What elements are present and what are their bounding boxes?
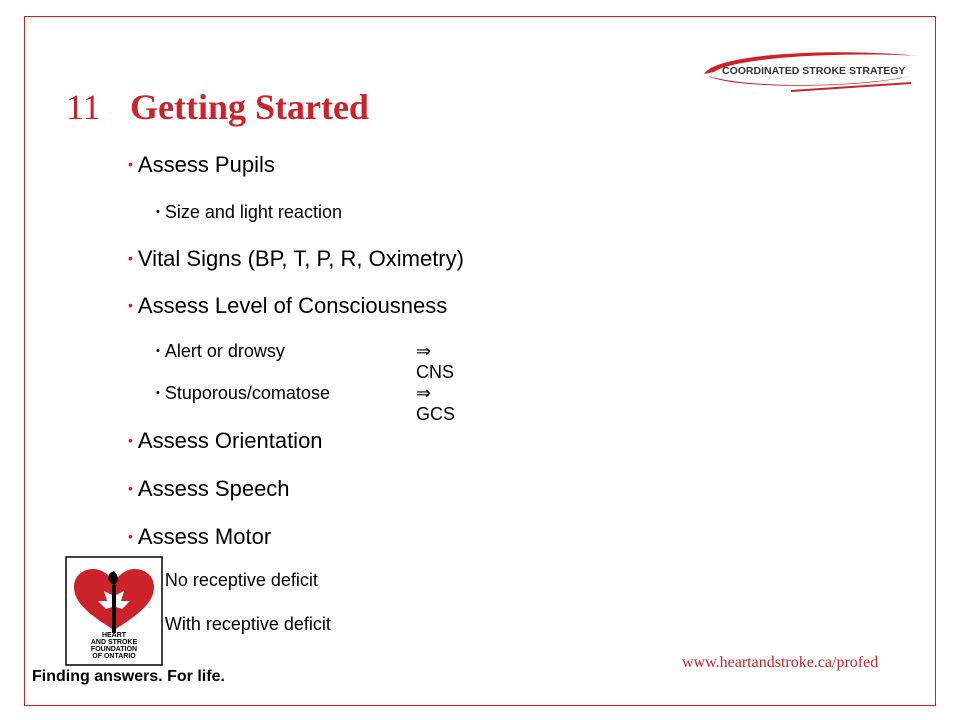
bullet-no-receptive-deficit: No receptive deficit <box>156 570 318 591</box>
bullet-assess-pupils: • Assess Pupils <box>128 152 275 177</box>
logo-line-2: AND STROKE <box>90 639 138 646</box>
bullet-icon: • <box>128 297 133 313</box>
footer-url[interactable]: www.heartandstroke.ca/profed <box>682 654 879 671</box>
page-title: Getting Started <box>130 87 369 127</box>
logo-line-3: FOUNDATION <box>90 646 138 653</box>
bullet-icon: • <box>156 345 160 357</box>
logo-top-text: COORDINATED STROKE STRATEGY <box>722 65 906 77</box>
bullet-icon: • <box>156 387 160 399</box>
coordinated-stroke-strategy-logo <box>696 46 926 96</box>
bullet-assess-motor: • Assess Motor <box>128 524 272 549</box>
logo-line-4: OF ONTARIO <box>92 653 136 660</box>
arrow-gcs: ⇒ GCS <box>416 383 456 424</box>
bullet-icon: • <box>128 528 133 544</box>
bullet-stuporous-comatose: • Stuporous/comatose <box>156 383 330 403</box>
bullet-icon: • <box>128 156 133 172</box>
bullet-assess-orientation: • Assess Orientation <box>128 428 323 453</box>
bullet-assess-speech: • Assess Speech <box>128 476 290 501</box>
arrow-cns: ⇒ CNS <box>416 341 455 382</box>
bullet-icon: • <box>156 206 160 218</box>
bullet-icon: • <box>128 480 133 496</box>
logo-line-1: HEART <box>101 632 127 639</box>
bullet-icon: • <box>128 432 133 448</box>
tagline: Finding answers. For life. <box>32 668 225 685</box>
bullet-with-receptive-deficit: With receptive deficit <box>156 614 331 635</box>
bullet-size-light-reaction: • Size and light reaction <box>156 202 342 222</box>
slide-number: 11 <box>66 87 101 127</box>
bullet-alert-or-drowsy: • Alert or drowsy <box>156 341 285 361</box>
bullet-level-of-consciousness: • Assess Level of Consciousness <box>128 293 448 318</box>
bullet-icon: • <box>128 250 133 266</box>
bullet-vital-signs: • Vital Signs (BP, T, P, R, Oximetry) <box>128 246 464 271</box>
